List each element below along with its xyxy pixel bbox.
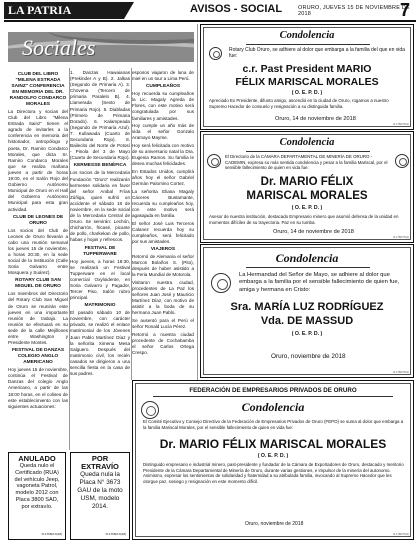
hermandad-emblem-icon <box>211 273 231 293</box>
place-date: Oruro, noviembre de 2018 <box>245 521 304 527</box>
condolence-body: Distinguido empresario e industrial minero, past-presidente y fundador de la Cámara de Exportadores de Oruro, destacado y meritorio Presidente de la Cámara Departamental de Minería de Oruro, durante varias gestiones, e impulsor de la minería del autonomo. Asimismo, expresar los sentimientos de solidaridad y fraternidad a su atribulada familia, invocando al Supremo Hacedor que les otorgue paz, sosiego y resignación en este momento difícil. <box>143 462 404 484</box>
ad-reference: R-1768/7N(1) <box>393 236 409 239</box>
ad-title: ANULADO <box>18 454 56 463</box>
condolence-title: Condolencia <box>275 251 339 265</box>
item-text: Los socios de la Mercedaria Fundación "Oruro" realizarán kermesse solidaria en favor del señor Anibal Frías Zúñiga, quien sufrió un accidente el sábado 18 de noviembre, en la sede social de la Mercedaria Central de Oruro. Se servirán: Lechón, chicharrón, fricasé, picante de pollo, charkekan de pollo, habas y hojas y refrescos. <box>70 170 130 243</box>
classified-extravio <box>70 452 130 540</box>
item-heading: FESTIVAL DE DANZAS COLEGIO ANGLO AMERICANO <box>11 348 65 366</box>
title-rule <box>246 44 370 45</box>
item-heading: CLUB DEL LIBRO "MILENA ESTRADA SAINZ" CONFERENCIA EN MEMORIA DEL DR. RANDOLFO CONDARCO MORALES <box>9 72 67 107</box>
item-heading: ROTARY CLUB SAN MIGUEL DE ORURO <box>15 278 61 290</box>
ad-reference: R-1768/7N(1) <box>393 533 409 536</box>
item-text: Retornó de Alemania el señor Marcos Bolaños S. (Pito), después de haber asistido a la Feria Mundial de Motorola. <box>132 253 194 278</box>
item-heading: MATRIMONIO <box>84 303 116 309</box>
place-date: Oruro, noviembre de 2018 <box>271 353 346 360</box>
item-text: El pasado sábado 10 de noviembre, con carácter privado, se realizó el enlace matrimonial de los Jóvenes Juan Pablo Martínez Díaz y la señorita Ximena Mesa Salguero. Después del matrimonio civil, los recién casados se dirigieron a una sencilla fiesta en la casa de sus padres. <box>70 310 130 377</box>
ad-reference: R-1768/7N(1) <box>393 371 409 374</box>
deceased-name: Dr. MARIO FÉLIX <box>260 176 354 188</box>
classified-anulado <box>8 452 66 540</box>
rip-text: ( O. E. P. D. ) <box>291 331 323 337</box>
item-text: Hoy jueves 15 de noviembre, continúa el Festival de Danzas del colegio Anglo Americano, a partir de las 18:00 horas, en el coliseo de este establecimiento con las siguientes actuaciones: <box>8 367 68 409</box>
issue-date: ORURO, JUEVES 15 DE NOVIEMBRE DE 2018 <box>298 5 410 17</box>
condolence-intro: El Comité Ejecutivo y Consejo Directivo de la Federación de Empresarios Privados de Oruro (FEPO) se suma al dolor que embarga a la familia Mariscal Morales, por el sensible fallecimiento de quien en vida fue: <box>143 419 404 430</box>
condolence-title: Condolencia <box>279 137 335 148</box>
item-text: Los socios del Club de Leones de Oruro llevarán a cabo una reunión semanal los jueves 15 de noviembre, a horas 20:30, en la sede social de la Institución (Calle Soria Galvarro entre Mosquera y Suárez). <box>8 227 68 276</box>
header-rule <box>153 396 393 397</box>
item-text: Hoy será felicitada con motivo de su aniversario natal la Dra. Eugenia Ramos. Su familia le desea muchas felicidades. <box>132 142 194 167</box>
banner-title: Sociales <box>22 35 96 60</box>
mining-emblem-icon <box>395 154 409 168</box>
fepo-emblem-icon <box>141 401 159 419</box>
item-text: Hoy cumple un año más de vida el señor Gonzalo Aramayo Mayme. <box>132 123 194 141</box>
condolence-title: Condolencia <box>279 30 335 41</box>
social-column-2 <box>70 70 130 379</box>
item-text: esposos viajaron de luna de miel en un tour a Lima Perú. <box>132 70 194 82</box>
deceased-name: Sra. MARÍA LUZ RODRÍGUEZ <box>230 301 384 313</box>
rotary-emblem-icon <box>209 47 222 60</box>
item-text: El señor José Luis Terceros Calanez recuerda hoy su cumpleaños, será felicitado por sus amistades. <box>132 220 194 244</box>
item-text: Se ausentó para el Perú el señor Ronald Lucía Pérez. <box>132 317 194 329</box>
condolence-fepo <box>132 380 414 540</box>
ad-code: R-1768/2-6(18) <box>41 532 62 536</box>
mining-emblem-icon <box>207 154 221 168</box>
item-text: 1. Danzas Hawaianas (Prekinder A y B). 2. Jalkas (Segundo de Primaria A). 3. Chovena (Tercero de primaria Paralelo B). 4. Llamerada (Sexto de Primaria Rojo). 5. Diabladas (Primero de Primaria Dorado). 6. Kalampeada (Segundo de Primaria Azul). 7. Kullawada (Cuarto de Secundaria Rojo). 8. Bailecito del Norte de Potosí - Pinola del 3 de Mayo (Cuarto de Secundaria Rojo). <box>70 70 130 161</box>
item-heading: KERMESSE BENÉFICA <box>73 163 127 169</box>
ad-code: R-1768/2-6(18) <box>105 532 126 536</box>
title-rule <box>246 151 370 152</box>
page-header <box>0 0 420 22</box>
item-text: Visitaron nuestra ciudad, procedentes de La Paz los señores Juan José y Mauricio Martínez Díaz, con motivo de asistir a la boda de su hermano Juan Pablo. <box>132 279 194 316</box>
newspaper-name: LA PATRIA <box>4 2 124 19</box>
social-column-3 <box>132 70 194 357</box>
item-heading: CUMPLEAÑOS <box>145 84 181 90</box>
rip-text: ( O. E. P. D. ) <box>291 205 323 211</box>
item-text: Hoy jueves, a horas 18:30, se realizará un Festival Tupperware en el local comercial Oxyloidente, en Soria Galvarro y Pagador, Tercer Piso, Salón rubro principal. <box>70 258 130 301</box>
title-rule <box>246 267 370 268</box>
social-column-1 <box>8 70 68 411</box>
deceased-name: c.r. Past President MARIO <box>242 63 372 75</box>
page-number: 7 <box>400 0 411 20</box>
ad-text: Queda nula la Placa N° 3673 GAU de la moto USM, modelo 2014. <box>77 471 123 510</box>
deceased-name: FÉLIX MARISCAL MORALES <box>235 76 379 88</box>
deceased-name: MARISCAL MORALES <box>246 190 368 202</box>
place-date: Oruro, 14 de noviembre de 2018 <box>275 116 356 122</box>
condolence-intro: El Directorio de la CÁMARA DEPARTAMENTAL DE MINERÍA DE ORURO - CADEMIN, expresa su más sentida condolencia y pesar a la familia Mariscal, por el sensible fallecimiento de quien en vida fue: <box>225 154 388 171</box>
item-heading: FESTIVAL DE TUPPERWARE <box>83 245 117 257</box>
rip-text: ( O. E. P. D. ) <box>291 90 323 96</box>
place-date: Oruro, 14 de noviembre de 2018 <box>273 229 354 235</box>
condolence-hermandad <box>200 244 414 378</box>
item-text: Los miembros del Directorio del Rotary Club San Miguel de Oruro se reunirán este jueves en una importante reunión de trabajo. La reunión se efectuará en su sede de la calle Mejillones entre Washington y Presidente Montes. <box>8 291 68 346</box>
sociales-banner <box>8 32 194 62</box>
item-text: La Directora y socias del Club del Libro "Milena Estrada Sainz" tienen el agrado de invitarles a la conferencia en memoria del historiador, antropólogo y poeta, Dr. Ramiro Condarco Morales, que dicta Sr. Ramiro Condarco Morales que se realiza mañana jueves a partir de horas 19:00, en el Salón Rojo del Gobierno Autónomo Municipal de Oruro en el Hall del Gobierno Autónomo Municipal para esta gran actividad. <box>8 109 68 212</box>
federation-header: FEDERACIÓN DE EMPRESARIOS PRIVADOS DE ORURO <box>189 387 357 394</box>
item-text: La señorita Eliana Magaly Cáceres Bustamante, recuerda su cumpleaños hoy, con este motivo será agasajada en familia. <box>132 188 194 218</box>
item-heading: CLUB DE LEONES DE ORURO <box>12 214 64 226</box>
condolence-rotary <box>200 24 414 130</box>
ad-title: POR EXTRAVÍO <box>81 454 119 471</box>
item-text: En Estados Unidos, cumplirá años hoy el señor Gabriel Germán Palomino Cortez. <box>132 168 194 186</box>
header-rule <box>4 20 416 22</box>
item-heading: VIAJEROS <box>150 246 176 252</box>
condolence-body: Asesor de nuestra institución, destacado Empresario minero que asumió defensa de la unidad en momentos difíciles de su trayectoria. Paz en su tumba. <box>209 214 399 225</box>
condolence-intro: Rotary Club Oruro, se adhiere al dolor que embarga a la familia del que en vida fue: <box>229 47 405 59</box>
condolence-body: Apreciado Ex Presidente, difunto amigo, ascendió en la ciudad de Oruro, rogamos a nuestro Supremo Hacedor de consuelo y resignación a su distinguida familia. <box>209 98 389 109</box>
section-title: AVISOS - SOCIAL <box>190 3 283 15</box>
item-text: Retornó a nuestra ciudad procedente de Cochabamba el señor Carlos Ortega Crespo. <box>132 331 194 355</box>
deceased-name: Vda. DE MASSUD <box>260 315 354 327</box>
ad-text: Queda nulo el Certificado (RUA) del vehículo Jeep, vagoneta Patrol, modelo 2012 con Placa 3800 SAD, por extravío. <box>14 463 60 510</box>
condolence-intro: La Hermandad del Señor de Mayo, se adhiere al dolor que embarga a la familia por el sensible fallecimiento de quien fue, amiga y hermana en Cristo: <box>239 272 400 293</box>
condolence-cademin <box>200 131 414 243</box>
rip-text: ( O. E. P. D. ) <box>257 453 289 459</box>
deceased-name: Dr. MARIO FÉLIX MARISCAL MORALES <box>159 437 387 451</box>
condolence-title: Condolencia <box>241 400 305 414</box>
ad-reference: R-1768/7N(1) <box>393 123 409 126</box>
column-divider <box>197 24 198 380</box>
item-text: Hoy recuerda su cumpleaños la Lic. Magaly Agreda de Flores, con este motivo será congratulada por sus familiares y amistades. <box>132 91 194 121</box>
